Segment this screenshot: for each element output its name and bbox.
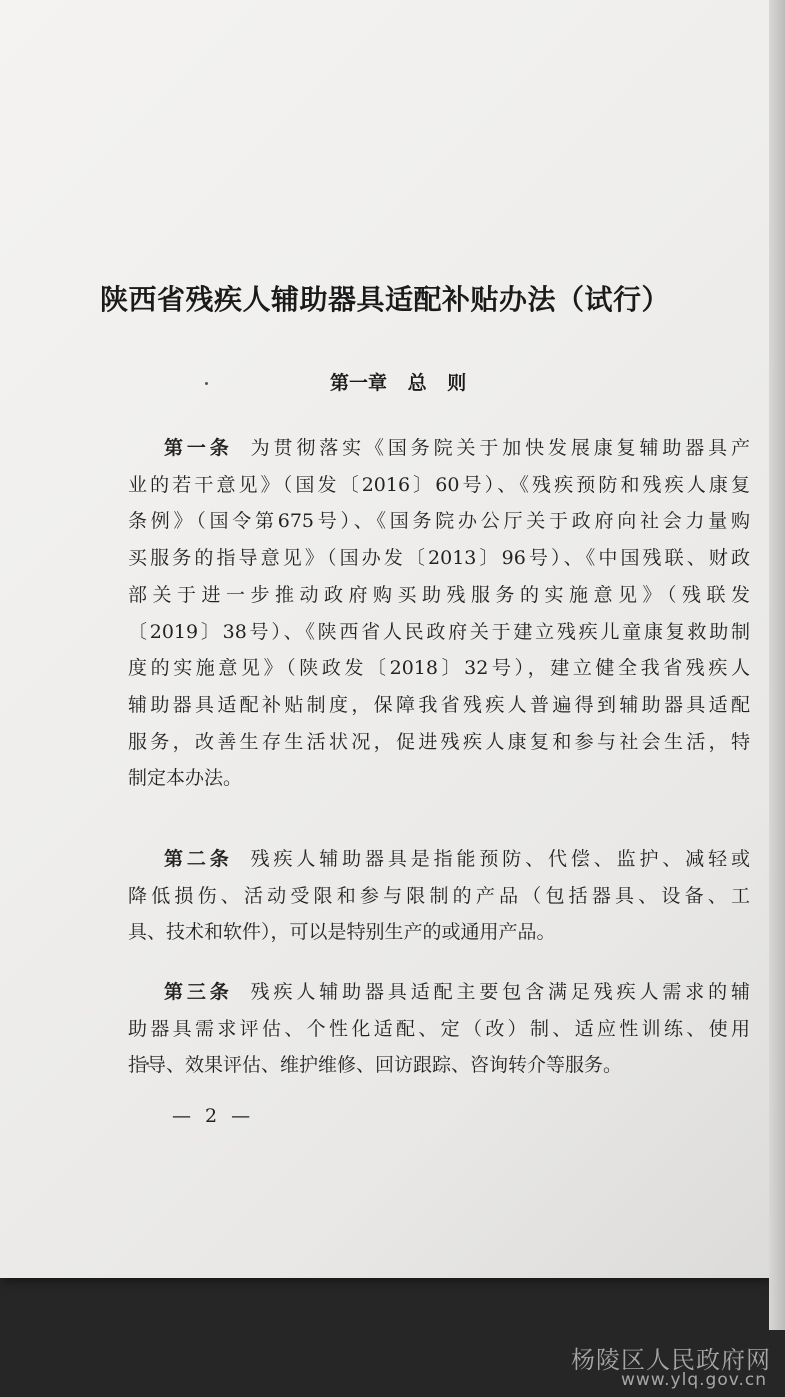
- paper-speck: [205, 382, 208, 385]
- article-1-lead: 第一条: [164, 437, 233, 459]
- article-2-line: 具、技术和软件），可以是特别生产的或通用产品。: [128, 921, 556, 944]
- article-1-line: 〔2019〕38号）、《陕西省人民政府关于建立残疾儿童康复救助制: [128, 620, 750, 643]
- article-3-line: 残疾人辅助器具适配主要包含满足残疾人需求的辅: [250, 981, 750, 1003]
- article-3: [128, 974, 750, 1084]
- article-3-line: 助器具需求评估、个性化适配、定（改）制、适应性训练、使用: [128, 1017, 750, 1040]
- article-1-line: 制定本办法。: [128, 767, 243, 790]
- article-1-line: 业的若干意见》（国发〔2016〕60号）、《残疾预防和残疾人康复: [128, 473, 750, 496]
- article-2-line: 残疾人辅助器具是指能预防、代偿、监护、减轻或: [250, 848, 750, 870]
- article-3-lead: 第三条: [164, 981, 233, 1003]
- article-1-line: 服务，改善生存生活状况，促进残疾人康复和参与社会生活，特: [128, 730, 750, 753]
- article-1-line: 条例》（国令第675号）、《国务院办公厅关于政府向社会力量购: [128, 510, 750, 533]
- article-1-line: 部关于进一步推动政府购买助残服务的实施意见》（残联发: [128, 583, 750, 606]
- article-3-line: 指导、效果评估、维护维修、回访跟踪、咨询转介等服务。: [128, 1054, 623, 1077]
- article-2: [128, 841, 750, 951]
- article-1: [128, 430, 750, 797]
- article-2-lead: 第二条: [164, 848, 233, 870]
- watermark-site-name: 杨陵区人民政府网: [571, 1346, 771, 1374]
- article-1-line: 辅助器具适配补贴制度，保障我省残疾人普遍得到辅助器具适配: [128, 693, 750, 716]
- article-1-line: 买服务的指导意见》（国办发〔2013〕96号）、《中国残联、财政: [128, 547, 750, 570]
- document-title: 陕西省残疾人辅助器具适配补贴办法（试行）: [99, 283, 670, 316]
- chapter-title: 第一章 总 则: [330, 372, 467, 394]
- paper-stack-edge: [769, 0, 785, 1330]
- article-2-line: 降低损伤、活动受限和参与限制的产品（包括器具、设备、工: [128, 884, 750, 907]
- page-number: — 2 —: [172, 1105, 255, 1127]
- article-1-line: 度的实施意见》（陕政发〔2018〕32号），建立健全我省残疾人: [128, 657, 750, 680]
- article-1-line: 为贯彻落实《国务院关于加快发展康复辅助器具产: [250, 437, 750, 459]
- watermark-url: www.ylq.gov.cn: [621, 1370, 767, 1390]
